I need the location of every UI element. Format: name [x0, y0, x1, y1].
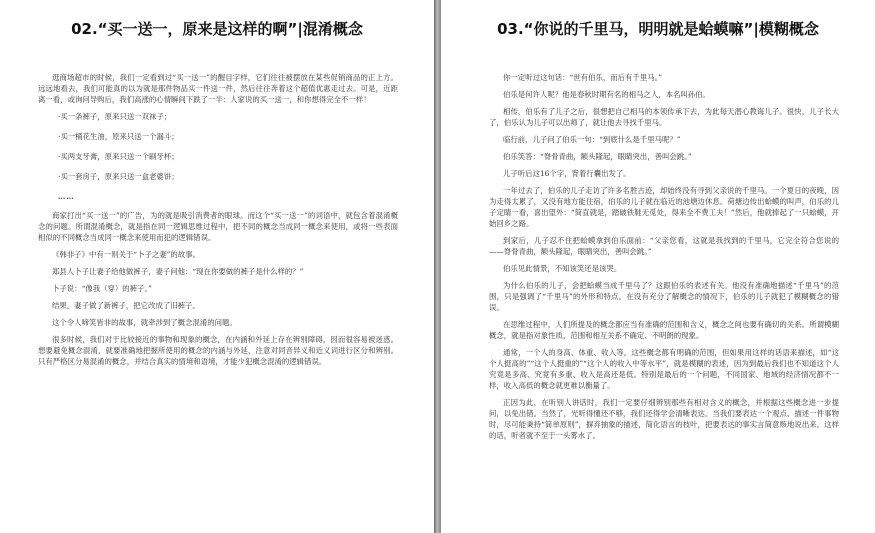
- paragraph: 很多时候，我们对于比较接近的事物和现象的概念，在内涵和外延上存在辨别障碍，因而很容易被迷惑。想要避免概念混淆，就要准确地把握所使用的概念的内涵与外延，注意对同音异义和近义词进行区分和辨别。只有严格区分易混淆的概念，并结合真实的情境和语境，才能少犯概念混淆的逻辑错误。: [38, 335, 398, 366]
- paragraph: 一年过去了，伯乐的儿子走访了许多名胜古迹，却始终没有寻到父亲说的千里马。一个夏日的夜晚，因为走得太累了，又没有地方能住宿，伯乐的儿子就在临近的池塘边休息。荷塘边传出蛤蟆的叫声，伯乐的儿子定睛一看，喜出望外：“简直就是，踏破铁鞋无觅处，得来全不费工夫！”然后，他就捧起了一只蛤蟆，开始回乡之路。: [489, 186, 839, 228]
- paragraph: 伯乐是何许人呢？他是春秋时期有名的相马之人，本名叫孙伯。: [503, 90, 710, 99]
- paragraph: 正因为此，在听别人讲话时，我们一定要仔细辨别那些有相对含义的概念，并根据这些概念进一步提问，以免出错。当然了，光听得懂还不够，我们还得学会清晰表达。当我们要表达一个观点、描述一件事物时，尽可能秉持“简单原则”，摒弃抽象的描述，简化语言的枝叶，把要表达的事实言简意赅地说出来。这样的话，听者就不至于一头雾水了。: [489, 398, 839, 440]
- paragraph: 卜子说：“像我（穿）的裤子。”: [52, 284, 152, 293]
- paragraph: 临行前，儿子问了伯乐一句：“到底什么是千里马呢？”: [503, 135, 681, 144]
- list-item: ·买两支牙膏，原来只送一个刷牙杯；: [58, 152, 179, 161]
- paragraph: 儿子听后这16个字，背着行囊出发了。: [503, 169, 631, 178]
- ellipsis: ……: [58, 192, 75, 201]
- right-page: [441, 0, 875, 533]
- list-item: ·买一条裤子，原来只送一双袜子；: [58, 112, 172, 121]
- paragraph: 到家后，儿子忍不住把蛤蟆拿到伯乐面前：“父亲您看，这就是我找到的千里马，它完全符合您说的——脊骨青曲，额头隆起，眼睛突出，善叫会跳。”: [489, 236, 839, 256]
- paragraph: 逛商场超市的时候，我们一定看到过“买一送一”的醒目字样，它们往往被摆放在某些促销商品的正上方。远远地看去，我们可能真的以为就是那件物品买一件送一件，然后往往奔着这个超值优惠走过去。可是，近距离一看，或询问导购后，我们高涨的心情瞬间下跌了一半：人家说的买一送一，和你想得完全不一样！: [38, 73, 398, 104]
- page-title: 03.“你说的千里马，明明就是蛤蟆嘛”|模糊概念: [497, 20, 819, 38]
- page-body: [38, 72, 398, 373]
- paragraph: 商家打出“买一送一”的广告，为的就是吸引消费者的眼球。而这个“买一送一”的词语中，就包含着混淆概念的问题。所谓混淆概念，就是指在同一逻辑思维过程中，把不同的概念当成同一概念来使用，或将一些表面相似的不同概念当成同一概念来使用而犯的逻辑错误。: [38, 211, 398, 242]
- paragraph: 郑县人卜子让妻子给他做裤子，妻子问他：“现在你要做的裤子是什么样的？”: [52, 267, 304, 276]
- paragraph: 这个令人啼笑皆非的故事，就牵涉到了概念混淆的问题。: [52, 318, 237, 327]
- paragraph: 伯乐见此情景，不知该笑还是该哭。: [503, 264, 622, 273]
- list-item: ·买一套房子，原来只送一盒老婆饼；: [58, 172, 179, 181]
- paragraph: 为什么伯乐的儿子，会把蛤蟆当成千里马了？这跟伯乐的表述有关。他没有准确地描述“千里马”的范围，只是强调了“千里马”的外形和特点。在没有充分了解概念的情况下，伯乐的儿子就犯了模糊概念的错误。: [489, 281, 839, 312]
- paragraph: 相传，伯乐有了儿子之后，很想把自己相马的本领传承下去，为此每天潜心教诲儿子。很快，儿子长大了，伯乐认为儿子可以出师了，就让他去寻找千里马。: [489, 107, 839, 127]
- page-title: 02.“买一送一，原来是这样的啊”|混淆概念: [71, 20, 363, 38]
- paragraph: 《韩非子》中有一则关于“卜子之妻”的故事。: [52, 250, 200, 259]
- paragraph: 通常，一个人的身高、体重、收入等，这些概念都有明确的范围，但如果用这样的话语来描述，如“这个人挺高的”“这个人挺重的”“这个人的收入中等水平”，就是模糊的表述，因为到最后我们也不知道这个人究竟是多高、究竟有多重、收入是高还是低。特别是最后的一个问题，不同国家、地域的经济情况都不一样，收入高低的概念就更难以衡量了。: [489, 348, 839, 390]
- page-body: [489, 72, 839, 447]
- paragraph: 在思维过程中，人们所提及的概念都应当有准确的范围和含义，概念之间也要有确切的关系。所谓模糊概念，就是指对象性质、范围和相互关系不确定、不明朗的现象。: [489, 320, 839, 340]
- paragraph: 你一定听过这句话：“世有伯乐，而后有千里马。”: [503, 73, 663, 82]
- list-item: ·买一桶花生油，原来只送一个漏斗；: [58, 132, 179, 141]
- paragraph: 结果，妻子做了新裤子，把它改成了旧裤子。: [52, 301, 200, 310]
- paragraph: 伯乐笑答：“脊骨青曲，额头隆起，眼睛突出，善叫会跳。”: [503, 152, 692, 161]
- book-gutter: [434, 0, 441, 533]
- left-page: [0, 0, 434, 533]
